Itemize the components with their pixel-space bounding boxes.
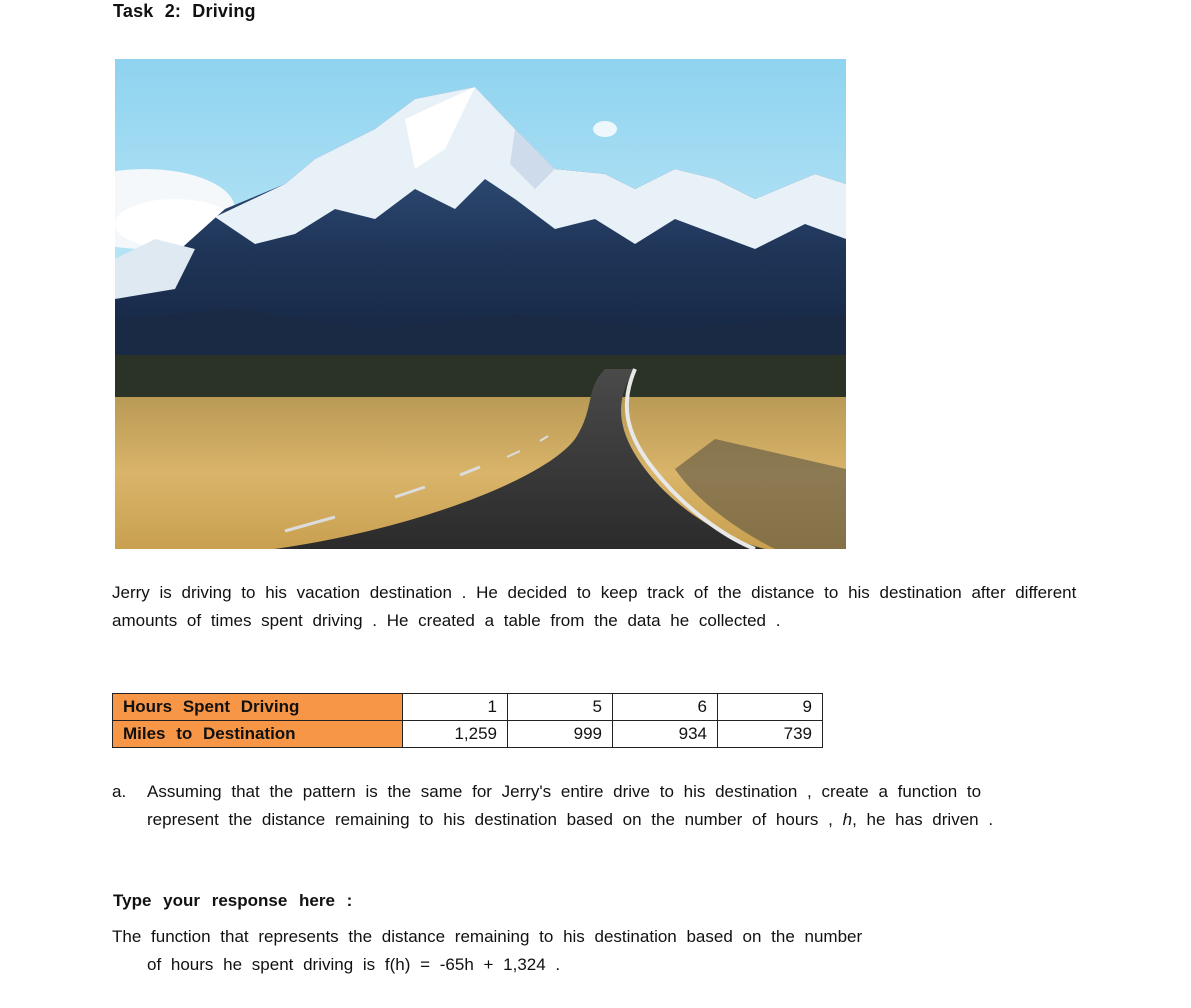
question-text-before: Assuming that the pattern is the same for Jerry's entire drive to his destination , create a function to represent the distance remaining to his destination based on the number of hours , [147,782,982,829]
question-letter: a. [112,782,127,801]
mountain-road-illustration [115,59,846,549]
question-variable: h [842,810,853,829]
driving-data-table [112,693,823,748]
row-header-miles: Miles to Destination [113,721,403,748]
table-cell: 1,259 [403,721,508,748]
table-cell: 934 [613,721,718,748]
task-title: Task 2: Driving [113,1,256,21]
table-cell: 9 [718,694,823,721]
table-cell: 999 [508,721,613,748]
table-cell: 5 [508,694,613,721]
table-cell: 739 [718,721,823,748]
question-text-after: , he has driven . [852,810,994,829]
intro-paragraph: Jerry is driving to his vacation destination . He decided to keep track of the distance to his destination after different amounts of times spent driving . He created a table from the data he collected . [112,583,1077,630]
answer-line-1: The function that represents the distance remaining to his destination based on the number [112,927,863,946]
table-row [113,721,823,748]
table-cell: 6 [613,694,718,721]
response-answer[interactable] [112,923,1052,979]
response-label: Type your response here : [113,891,353,910]
mountain-road-image [115,59,846,549]
question-text [147,778,1052,834]
answer-line-2: of hours he spent driving is f(h) = -65h + 1,324 . [147,955,561,974]
table-cell: 1 [403,694,508,721]
table-row [113,694,823,721]
row-header-hours: Hours Spent Driving [113,694,403,721]
question-a [112,778,1052,834]
